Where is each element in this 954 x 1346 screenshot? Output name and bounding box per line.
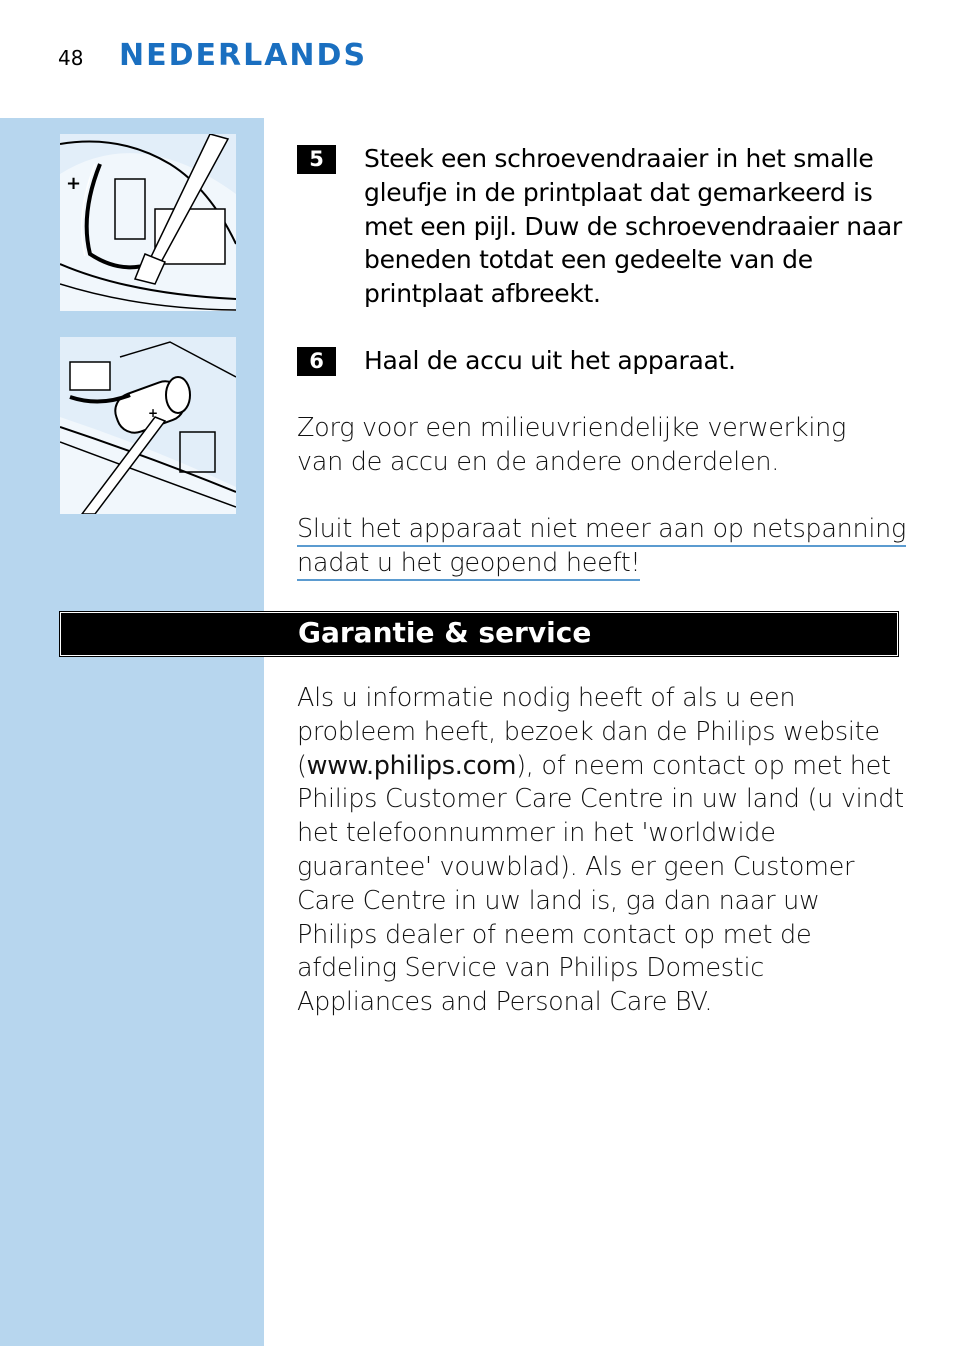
- svg-text:+: +: [66, 173, 82, 194]
- guarantee-text-before: Als u informatie nodig heeft of als u een probleem heeft, bezoek dan de Philips website (: [297, 683, 880, 781]
- step-6-text: Haal de accu uit het apparaat.: [364, 346, 736, 375]
- step-6-illustration: [60, 337, 236, 514]
- step-6-pointer: [236, 345, 264, 381]
- website-link[interactable]: www.philips.com: [306, 750, 517, 781]
- language-heading: NEDERLANDS: [119, 38, 368, 73]
- step-5-number: 5: [297, 145, 336, 174]
- environment-paragraph: Zorg voor een milieuvriendelijke verwerking van de accu en de andere onderdelen.: [297, 413, 846, 477]
- warning-line-2: nadat u het geopend heeft!: [297, 548, 640, 581]
- step-6-number: 6: [297, 347, 336, 376]
- page-number: 48: [58, 46, 84, 70]
- guarantee-text-after: ), of neem contact op met het Philips Customer Care Centre in uw land (u vindt het telefoonnummer in het 'worldwide guarantee' vouwblad). Als er geen Customer Care Centre in uw land is, ga dan naar uw Philips dealer of neem contact op met de afdeling Service van Philips Domestic Appliances and Personal Care BV.: [297, 750, 904, 1018]
- warning-paragraph: [297, 513, 907, 581]
- svg-text:+: +: [148, 406, 159, 420]
- guarantee-paragraph: [297, 682, 905, 1020]
- warning-line-1: Sluit het apparaat niet meer aan op netspanning: [297, 514, 906, 547]
- step-5-pointer: [236, 148, 264, 184]
- step-5-illustration: [60, 134, 236, 311]
- section-header-bar: [60, 612, 898, 656]
- step-5-text: Steek een schroevendraaier in het smalle gleufje in de printplaat dat gemarkeerd is met een pijl. Duw de schroevendraaier naar beneden totdat een gedeelte van de printplaat afbreekt.: [364, 144, 902, 309]
- section-title: Garantie & service: [298, 616, 592, 649]
